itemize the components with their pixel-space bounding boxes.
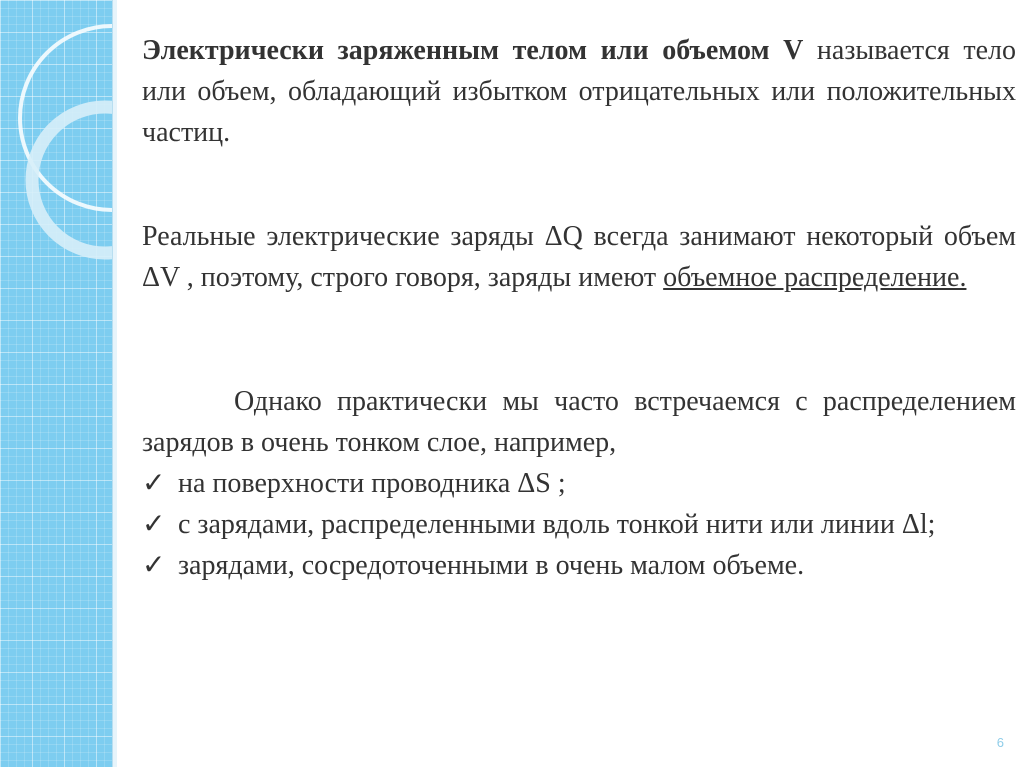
decorative-side-band [0, 0, 112, 767]
real-charges-text: Реальные электрические заряды ΔQ всегда занимают некоторый объем ΔV , поэтому, строго говоря, заряды имеют [142, 221, 1016, 293]
distribution-examples-list [142, 463, 1016, 586]
check-mark-icon: ✓ [142, 550, 166, 581]
check-mark-icon: ✓ [142, 509, 166, 540]
definition-paragraph [142, 30, 1016, 153]
list-item-text: на поверхности проводника ΔS ; [178, 468, 566, 499]
thin-layer-intro: Однако практически мы часто встречаемся с распределением зарядов в очень тонком слое, например, [142, 386, 1016, 458]
list-item [142, 504, 1016, 545]
check-mark-icon: ✓ [142, 468, 166, 499]
list-item-text: зарядами, сосредоточенными в очень малом объеме. [178, 550, 805, 581]
page-number: 6 [996, 735, 1004, 750]
band-divider [112, 0, 117, 767]
thin-layer-paragraph [142, 381, 1016, 586]
list-item [142, 545, 1016, 586]
definition-term: Электрически заряженным телом или объемом V [142, 35, 804, 66]
volume-distribution-term: объемное распределение. [663, 262, 967, 293]
real-charges-paragraph [142, 216, 1016, 298]
list-item-text: с зарядами, распределенными вдоль тонкой нити или линии Δl; [178, 509, 936, 540]
definition-text: называется тело или объем, обладающий избытком отрицательных или положительных частиц. [142, 35, 1017, 148]
list-item [142, 463, 1016, 504]
decorative-rings [0, 0, 112, 767]
